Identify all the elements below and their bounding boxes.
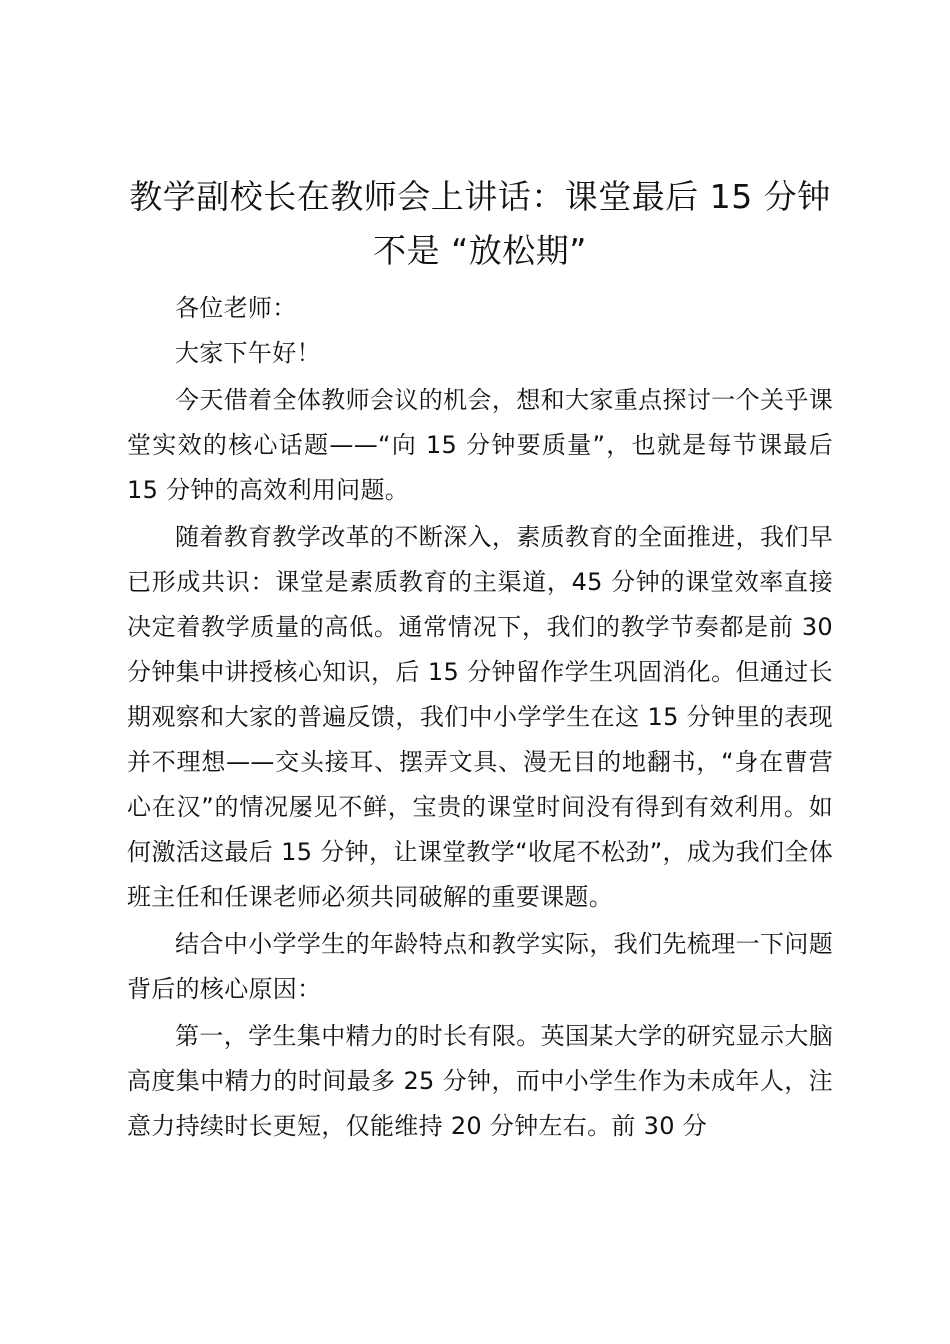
document-title: 教学副校长在教师会上讲话：课堂最后 15 分钟不是 “放松期” [129,177,831,270]
paragraph-background: 随着教育教学改革的不断深入，素质教育的全面推进，我们早已形成共识：课堂是素质教育的主渠道，45 分钟的课堂效率直接决定着教学质量的高低。通常情况下，我们的教学节奏都是前 30 分钟集中讲授核心知识，后 15 分钟留作学生巩固消化。但通过长期观察和大家的普遍反馈，我们中小学学生在这 15 分钟里的表现并不理想——交头接耳、摆弄文具、漫无目的地翻书，“身在曹营心在汉”的情况屡见不鲜，宝贵的课堂时间没有得到有效利用。如何激活这最后 15 分钟，让课堂教学“收尾不松劲”，成为我们全体班主任和任课老师必须共同破解的重要课题。 [127,523,833,911]
paragraph-salutation: 各位老师： [175,294,297,322]
paragraph-first-cause: 第一，学生集中精力的时长有限。英国某大学的研究显示大脑高度集中精力的时间最多 25 分钟，而中小学生作为未成年人，注意力持续时长更短，仅能维持 20 分钟左右。前 30 分 [127,1022,833,1140]
paragraph-greeting: 大家下午好！ [175,339,321,367]
paragraph-causes-intro: 结合中小学学生的年龄特点和教学实际，我们先梳理一下问题背后的核心原因： [127,930,833,1003]
document-body [127,170,833,1149]
paragraph-intro: 今天借着全体教师会议的机会，想和大家重点探讨一个关乎课堂实效的核心话题——“向 15 分钟要质量”，也就是每节课最后 15 分钟的高效利用问题。 [127,386,833,504]
